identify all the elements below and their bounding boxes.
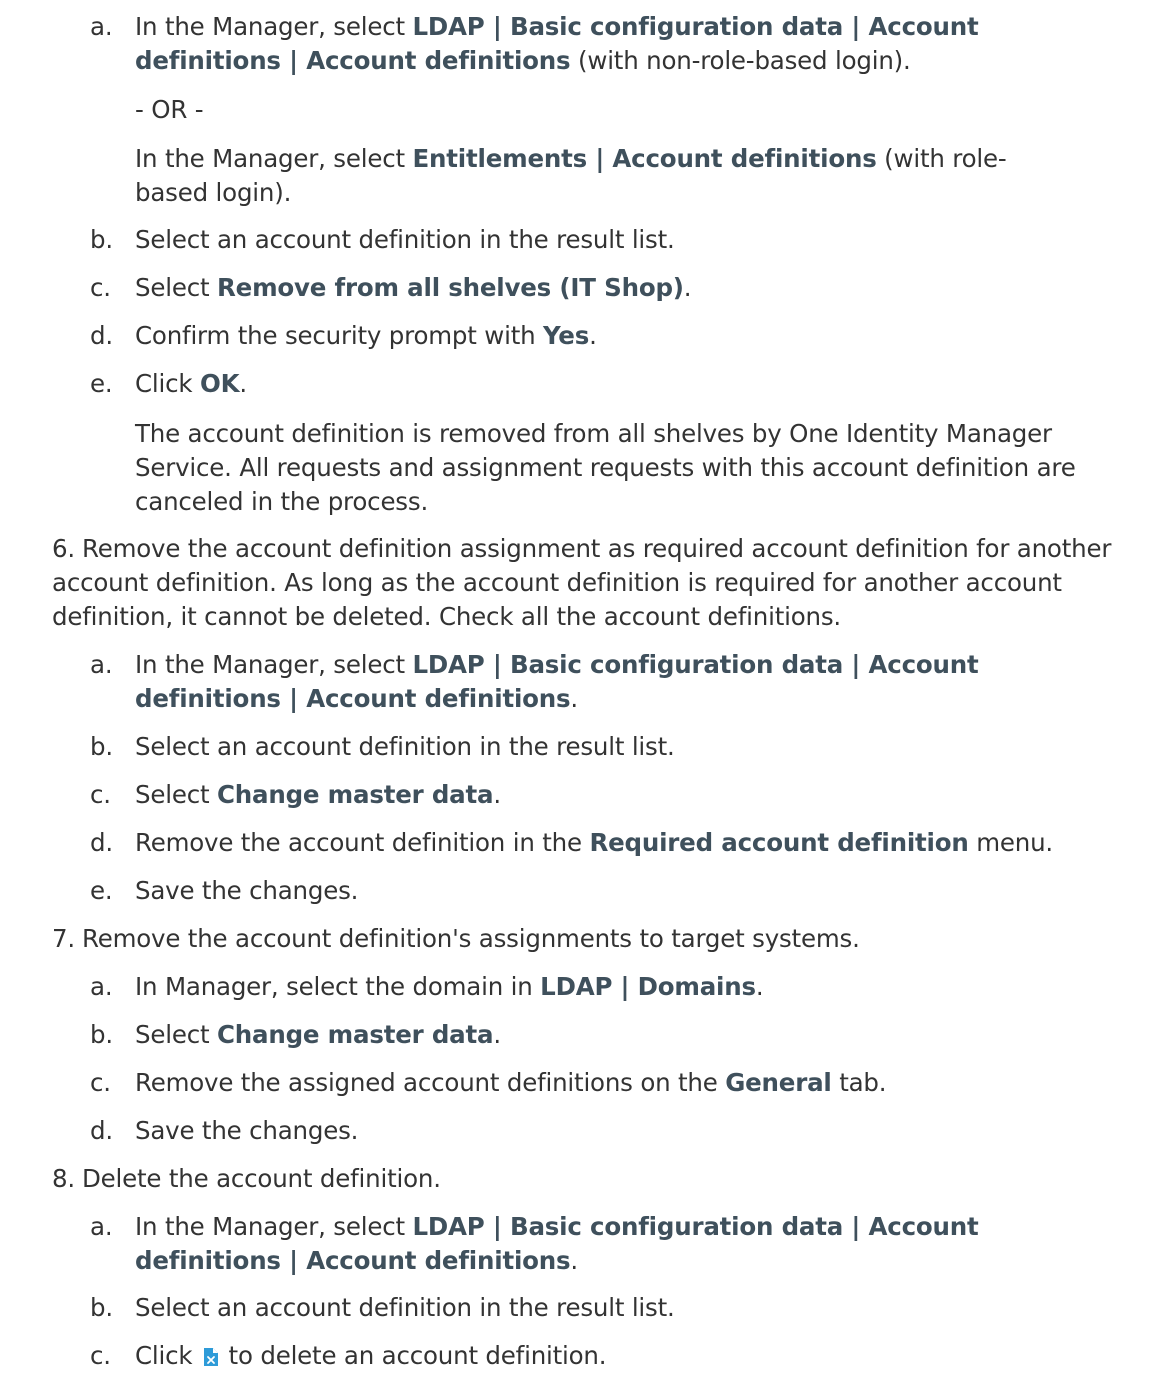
text-run: Select <box>135 273 217 302</box>
paragraph-text <box>135 93 203 127</box>
ui-term: definitions | Account definitions <box>135 1246 571 1275</box>
list-marker <box>52 1162 75 1196</box>
ui-term: General <box>725 1068 832 1097</box>
text-run: b. <box>90 225 113 254</box>
list-marker <box>90 1066 111 1100</box>
text-run: e. <box>90 369 113 398</box>
text-run: . <box>589 321 597 350</box>
text-run: Remove the account definition assignment as required account definition for another <box>82 534 1112 563</box>
text-run: Service. All requests and assignment requests with this account definition are <box>135 453 1076 482</box>
text-run: Delete the account definition. <box>82 1164 441 1193</box>
ui-term: Change master data <box>216 1020 494 1049</box>
text-run: d. <box>90 321 113 350</box>
text-run: . <box>493 780 501 809</box>
list-item-text <box>82 1162 441 1196</box>
list-item-text <box>52 600 841 634</box>
ui-term: Remove from all shelves (IT Shop) <box>216 273 684 302</box>
ui-term: definitions | Account definitions <box>135 46 571 75</box>
ui-term: LDAP | Basic configuration data | Account <box>412 1212 979 1241</box>
text-run: Save the changes. <box>135 1116 359 1145</box>
text-run: 7. <box>52 924 75 953</box>
list-item-text <box>135 1210 979 1244</box>
text-run: to delete an account definition. <box>220 1341 607 1370</box>
ui-term: Yes <box>543 321 590 350</box>
text-run: Select <box>135 1020 217 1049</box>
text-run: . <box>683 273 692 302</box>
list-item-text <box>135 970 763 1004</box>
paragraph-text <box>135 417 1052 451</box>
text-run: . <box>755 972 764 1001</box>
text-run: - OR - <box>135 95 204 124</box>
list-item-text <box>135 648 979 682</box>
text-run: tab. <box>831 1068 887 1097</box>
list-item-text <box>135 826 1053 860</box>
list-item-text <box>135 223 675 257</box>
list-marker <box>90 648 112 682</box>
text-run: a. <box>90 650 113 679</box>
paragraph-text <box>135 176 291 210</box>
text-run: Select an account definition in the result list. <box>135 225 675 254</box>
text-run: Save the changes. <box>135 876 359 905</box>
text-run: a. <box>90 1212 113 1241</box>
list-item-text <box>135 319 597 353</box>
list-item-text <box>135 874 358 908</box>
list-item-text <box>135 730 675 764</box>
ui-term: LDAP | Basic configuration data | Account <box>412 12 979 41</box>
list-marker <box>52 922 75 956</box>
text-run: Click <box>135 369 200 398</box>
text-run: c. <box>90 1341 111 1370</box>
ui-term: Entitlements | Account definitions <box>412 144 877 173</box>
text-run: In the Manager, select <box>135 144 413 173</box>
text-run: Confirm the security prompt with <box>135 321 544 350</box>
list-marker <box>90 730 113 764</box>
list-item-text <box>135 1066 886 1100</box>
text-run: c. <box>90 273 111 302</box>
text-run: d. <box>90 828 113 857</box>
list-marker <box>90 10 112 44</box>
ui-term: OK <box>199 369 240 398</box>
text-run: 8. <box>52 1164 75 1193</box>
list-marker <box>90 826 113 860</box>
text-run: c. <box>90 1068 111 1097</box>
text-run: . <box>239 369 247 398</box>
text-run: In the Manager, select <box>135 650 413 679</box>
list-marker <box>90 367 112 401</box>
text-run: e. <box>90 876 113 905</box>
list-marker <box>90 874 112 908</box>
paragraph-text <box>135 485 428 519</box>
text-run: canceled in the process. <box>135 487 429 516</box>
text-run: . <box>493 1020 501 1049</box>
list-item-text <box>82 922 860 956</box>
list-marker <box>90 778 111 812</box>
text-run: d. <box>90 1116 113 1145</box>
text-run: (with non-role-based login). <box>570 46 911 75</box>
list-item-text <box>135 44 911 78</box>
list-marker <box>90 271 111 305</box>
list-item-text <box>135 1244 578 1278</box>
list-marker <box>90 1210 112 1244</box>
list-item-text <box>135 1018 501 1052</box>
list-item-text <box>52 566 1062 600</box>
delete-icon <box>202 1347 219 1367</box>
list-item-text <box>135 367 247 401</box>
text-run: (with role- <box>876 144 1007 173</box>
list-item-text <box>82 532 1111 566</box>
text-run: b. <box>90 1020 113 1049</box>
text-run: Remove the assigned account definitions on the <box>135 1068 726 1097</box>
text-run: a. <box>90 12 113 41</box>
ui-term: LDAP | Basic configuration data | Account <box>412 650 979 679</box>
ui-term: Required account definition <box>589 828 969 857</box>
list-item-text <box>135 778 501 812</box>
ui-term: LDAP | Domains <box>540 972 756 1001</box>
text-run: menu. <box>968 828 1054 857</box>
text-run: based login). <box>135 178 292 207</box>
text-run: b. <box>90 732 113 761</box>
list-item-text <box>135 1291 675 1325</box>
text-run: . <box>570 684 578 713</box>
list-marker <box>90 1291 113 1325</box>
list-marker <box>90 1339 111 1373</box>
list-marker <box>90 1018 113 1052</box>
text-run: 6. <box>52 534 75 563</box>
list-marker <box>90 1114 113 1148</box>
text-run: account definition. As long as the account definition is required for another account <box>52 568 1062 597</box>
text-run: definition, it cannot be deleted. Check all the account definitions. <box>52 602 841 631</box>
paragraph-text <box>135 451 1076 485</box>
list-marker <box>90 970 112 1004</box>
text-run: The account definition is removed from all shelves by One Identity Manager <box>135 419 1052 448</box>
list-item-text <box>135 271 691 305</box>
text-run: In Manager, select the domain in <box>135 972 541 1001</box>
text-run: In the Manager, select <box>135 1212 413 1241</box>
list-item-text <box>135 1339 606 1373</box>
list-item-text <box>135 1114 358 1148</box>
text-run: b. <box>90 1293 113 1322</box>
text-run: Click <box>135 1341 200 1370</box>
text-run: . <box>570 1246 578 1275</box>
text-run: In the Manager, select <box>135 12 413 41</box>
text-run: Remove the account definition's assignments to target systems. <box>82 924 860 953</box>
text-run: Select an account definition in the result list. <box>135 1293 675 1322</box>
list-item-text <box>135 10 979 44</box>
list-marker <box>90 223 113 257</box>
text-run: c. <box>90 780 111 809</box>
ui-term: definitions | Account definitions <box>135 684 571 713</box>
paragraph-text <box>135 142 1007 176</box>
text-run: Select an account definition in the result list. <box>135 732 675 761</box>
text-run: a. <box>90 972 113 1001</box>
list-marker <box>52 532 75 566</box>
list-item-text <box>135 682 578 716</box>
list-marker <box>90 319 113 353</box>
text-run: Remove the account definition in the <box>135 828 590 857</box>
ui-term: Change master data <box>216 780 494 809</box>
text-run: Select <box>135 780 217 809</box>
